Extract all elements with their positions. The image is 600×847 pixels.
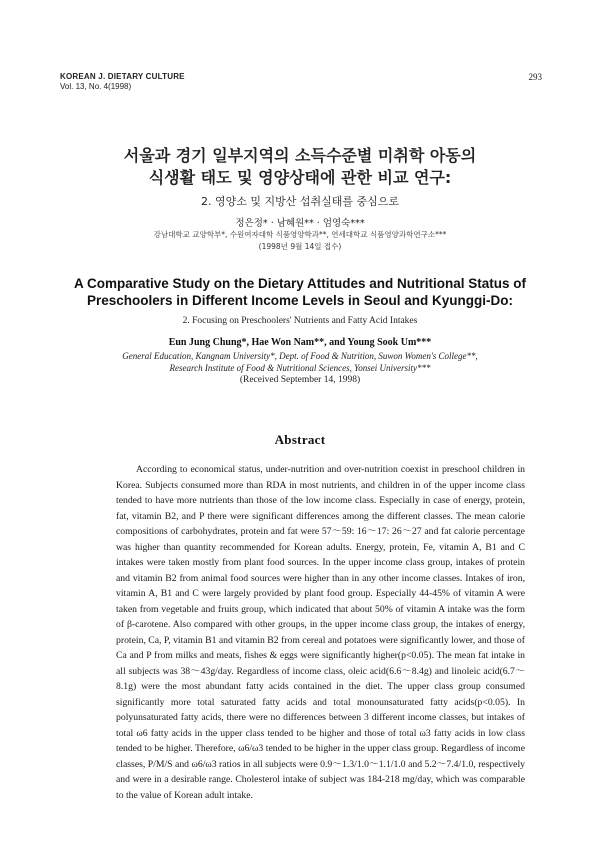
journal-volume: Vol. 13, No. 4(1998) — [60, 82, 132, 91]
english-received-date: (Received September 14, 1998) — [239, 375, 361, 385]
english-affiliation-line-1: General Education, Kangnam University*, Dept. of Food & Nutrition, Suwon Women's College**, — [122, 351, 478, 361]
abstract-body: According to economical status, under-nutrition and over-nutrition coexist in preschool children in Korea. Subjects consumed more than RDA in most nutrients, and children in of the upper income class tended to have more nutrients than those of the low income class. Especially in case of energy, protein, fat, vitamin B2, and P there were significant differences among the different classes. The mean calorie compositions of carbohydrates, protein and fat were 57～59: 16～17: 26～27 and fat calorie percentage was higher than quantity recommended for Korean adults. Energy, protein, Fe, vitamin A, B1 and C intakes were taken mostly from plant food sources. In the upper income class group, intakes of protein and vitamin B2 from animal food sources were higher than in any other income classes. Intakes of iron, vitamin A, B1 and C were largely provided by plant food group. Especially 44-45% of vitamin A were taken from vegetable and fruits group, which indicated that about 50% of vitamin A intake was the form of β-carotene. Also compared with other groups, in the upper income class group, the intakes of energy, protein, Ca, P, vitamin B1 and vitamin B2 from cereal and potatoes were significantly lower, and those of Ca and P from milks and meats, fishes & eggs were significantly higher(p<0.05). The mean fat intake in all subjects was 38～43g/day. Regardless of income class, oleic acid(6.6～8.4g) and linoleic acid(6.7～8.1g) were the most abundant fatty acids contained in the diet. The upper class group consumed significantly more total saturated fatty acids and total monounsaturated fatty acids(p<0.05). In polyunsaturated fatty acids, there were no differences between 3 different income classes, but intakes of total ω6 fatty acids in the upper class tended to be higher and those of total ω3 fatty acids in low class tended to be higher. Therefore, ω6/ω3 tended to be higher in the upper class group. Regardless of income classes, P/M/S and ω6/ω3 ratios in all subjects were 0.9～1.3/1.0～1.1/1.0 and 5.2～7.4/1.0, respectively and were in a desirable range. Cholesterol intake of subject was 184-218 mg/day, which was comparable to the value of Korean adult intake. — [116, 464, 525, 801]
journal-header — [60, 72, 185, 92]
english-title — [40, 275, 560, 309]
english-affiliation-line-2: Research Institute of Food & Nutritional Sciences, Yonsei University*** — [169, 363, 431, 373]
journal-name: KOREAN J. DIETARY CULTURE — [60, 72, 185, 81]
korean-authors: 정은정* · 남혜원** · 엄영숙*** — [235, 218, 365, 229]
english-affiliations — [40, 350, 560, 374]
page-number: 293 — [528, 72, 542, 82]
korean-title — [40, 145, 560, 189]
english-subtitle: 2. Focusing on Preschoolers' Nutrients and Fatty Acid Intakes — [182, 316, 418, 326]
abstract-heading: Abstract — [274, 432, 326, 447]
korean-received-date: (1998년 9월 14일 접수) — [258, 242, 342, 251]
english-title-line-1: A Comparative Study on the Dietary Attitudes and Nutritional Status of — [73, 276, 527, 291]
korean-title-line-2: 식생활 태도 및 영양상태에 관한 비교 연구: — [148, 168, 452, 187]
korean-title-line-1: 서울과 경기 일부지역의 소득수준별 미취학 아동의 — [123, 146, 477, 165]
english-title-line-2: Preschoolers in Different Income Levels in Seoul and Kyunggi-Do: — [86, 293, 514, 308]
english-authors: Eun Jung Chung*, Hae Won Nam**, and Young Sook Um*** — [168, 337, 432, 348]
korean-subtitle: 2. 영양소 및 지방산 섭취실태를 중심으로 — [201, 195, 399, 208]
korean-affiliations: 강남대학교 교양학부*, 수원여자대학 식품영양학과**, 연세대학교 식품영양과학연구소*** — [153, 230, 447, 239]
